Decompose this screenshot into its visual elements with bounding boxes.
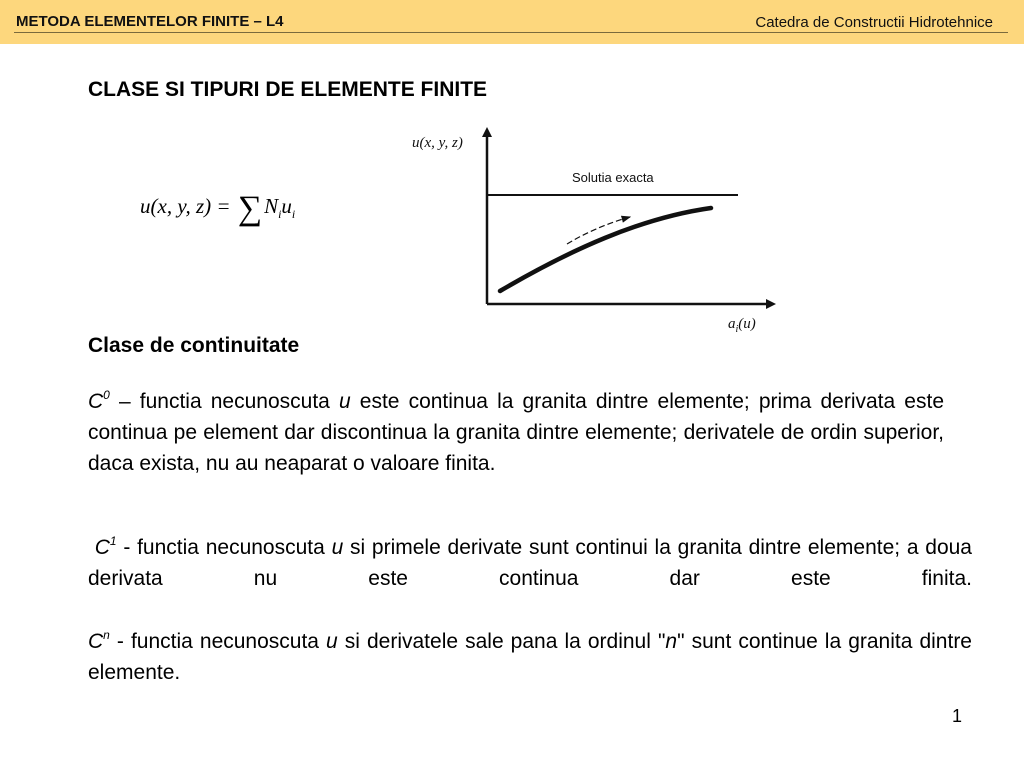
c0-text-2: este continua la granita dintre elemente; prima derivata este continua pe element dar discontinua la granita dintre elemente; derivatele de ordin superior, daca exista, nu au neaparat o valoare finita. — [88, 390, 944, 475]
approximation-formula — [140, 190, 295, 228]
exact-solution-label: Solutia exacta — [572, 170, 654, 185]
page-number: 1 — [952, 706, 963, 726]
y-axis-arrow-icon — [482, 127, 492, 137]
cn-text-3: " sunt continue la granita dintre elemente. — [88, 630, 972, 684]
cn-u: u — [326, 630, 338, 653]
cn-symbol: C — [88, 630, 104, 653]
department-name: Catedra de Constructii Hidrotehnice — [755, 14, 993, 31]
c1-definition — [88, 526, 972, 594]
cn-text-1: - functia necunoscuta — [109, 630, 327, 653]
x-axis-arrow-icon — [766, 299, 776, 309]
formula-lhs: u(x, y, z) = — [140, 194, 231, 218]
c0-u: u — [338, 390, 351, 413]
header-rule — [14, 32, 1008, 33]
c1-text-1: - functia necunoscuta — [116, 536, 332, 559]
header-bar — [0, 0, 1024, 44]
c0-definition — [88, 380, 944, 479]
section-title: Clase de continuitate — [88, 334, 300, 357]
cn-text-2: si derivatele sale pana la ordinul " — [337, 630, 666, 653]
sum-symbol: ∑ — [237, 190, 263, 227]
course-title: METODA ELEMENTELOR FINITE – L4 — [16, 13, 284, 30]
c1-superscript: 1 — [109, 534, 117, 548]
convergence-figure — [400, 125, 790, 340]
formula-u-sub: i — [291, 207, 296, 222]
approximation-curve — [500, 208, 711, 291]
formula-N: N — [264, 194, 279, 218]
formula-u: u — [281, 194, 292, 218]
cn-definition — [88, 620, 972, 688]
cn-n: n — [665, 630, 678, 653]
c0-superscript: 0 — [103, 388, 110, 402]
y-axis-label: u(x, y, z) — [412, 135, 463, 151]
c0-symbol: C — [88, 390, 104, 413]
cn-superscript: n — [103, 628, 110, 642]
c0-text-1: – functia necunoscuta — [109, 390, 339, 413]
c1-text-2: si primele derivate sunt continui la granita dintre elemente; a doua derivata nu este continua dar este finita. — [88, 536, 972, 590]
formula-N-sub: i — [278, 207, 282, 222]
slide-title: CLASE SI TIPURI DE ELEMENTE FINITE — [88, 78, 488, 101]
x-axis-label: $a_i(u)$ — [728, 316, 756, 335]
c1-symbol: C — [94, 536, 110, 559]
c1-u: u — [331, 536, 344, 559]
